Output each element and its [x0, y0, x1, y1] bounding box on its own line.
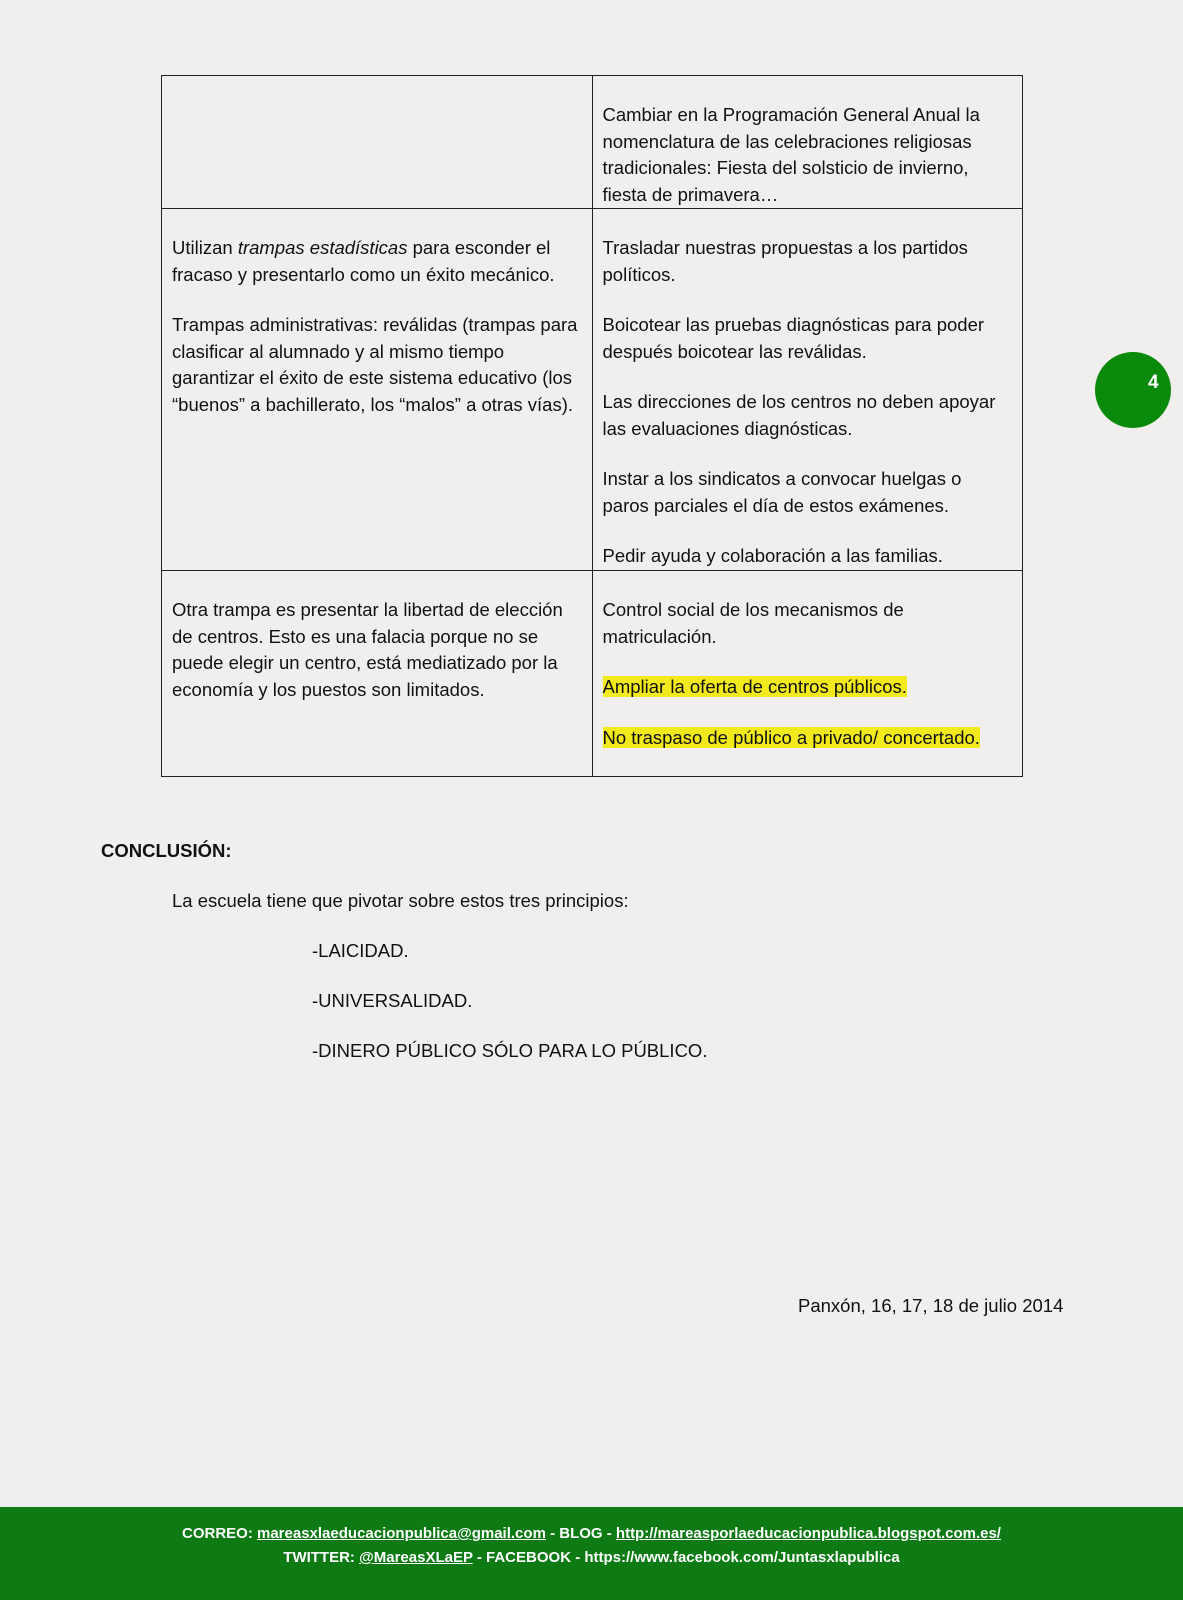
table-cell-left — [162, 76, 593, 209]
twitter-link[interactable]: @MareasXLaEP — [359, 1549, 473, 1566]
cell-text: Trasladar nuestras propuestas a los partidos políticos. — [602, 237, 968, 285]
cell-text-highlighted — [603, 725, 1013, 752]
cell-text: Otra trampa es presentar la libertad de elección de centros. Esto es una falacia porque no se puede elegir un centro, está mediatizado por la economía y los puestos son limitados. — [172, 599, 563, 700]
highlighted-text: No traspaso de público a privado/ concertado. — [602, 726, 980, 748]
facebook-label: - FACEBOOK - — [472, 1549, 585, 1566]
conclusion-title: CONCLUSIÓN: — [101, 840, 232, 861]
principle-item: -DINERO PÚBLICO SÓLO PARA LO PÚBLICO. — [312, 1040, 708, 1061]
blog-link[interactable]: http://mareasporlaeducacionpublica.blogspot.com.es/ — [615, 1525, 1001, 1542]
table-row — [162, 76, 1023, 209]
page-number: 4 — [1148, 372, 1159, 393]
email-link[interactable]: mareasxlaeducacionpublica@gmail.com — [257, 1525, 546, 1542]
principle-item: -UNIVERSALIDAD. — [312, 990, 473, 1011]
cell-text: Instar a los sindicatos a convocar huelgas o paros parciales el día de estos exámenes. — [602, 468, 962, 516]
principle-item: -LAICIDAD. — [312, 940, 409, 961]
conclusion-intro: La escuela tiene que pivotar sobre estos tres principios: — [172, 890, 629, 911]
highlighted-text: Ampliar la oferta de centros públicos. — [602, 676, 907, 697]
footer-line-social — [0, 1549, 1183, 1566]
cell-text: Boicotear las pruebas diagnósticas para poder después boicotear las reválidas. — [602, 314, 985, 362]
twitter-label: TWITTER: — [283, 1549, 360, 1566]
page-number-badge — [1095, 352, 1171, 428]
cell-text: Control social de los mecanismos de matriculación. — [602, 599, 904, 647]
table-cell-right — [592, 76, 1023, 209]
cell-text: Trampas administrativas: reválidas (trampas para clasificar al alumnado y al mismo tiempo garantizar el éxito de este sistema educativo (los “buenos” a bachillerato, los “malos” a otras vías). — [172, 314, 578, 415]
table-cell-left — [162, 209, 593, 571]
cell-text — [172, 235, 582, 288]
table-cell-left — [162, 571, 593, 777]
cell-text: Las direcciones de los centros no deben apoyar las evaluaciones diagnósticas. — [602, 391, 996, 439]
cell-text-part: para esconder el fracaso y presentarlo como un éxito mecánico. — [172, 237, 555, 285]
cell-text-part: Utilizan — [172, 237, 238, 258]
cell-text-highlighted — [603, 674, 1013, 701]
facebook-link[interactable]: https://www.facebook.com/Juntasxlapublica — [584, 1549, 900, 1566]
footer-line-contact — [0, 1525, 1183, 1542]
correo-label: CORREO: — [182, 1525, 257, 1542]
place-date: Panxón, 16, 17, 18 de julio 2014 — [798, 1295, 1064, 1316]
table-row — [162, 571, 1023, 777]
cell-text-italic: trampas estadísticas — [237, 237, 408, 258]
table-row — [162, 209, 1023, 571]
table-cell-right — [592, 571, 1023, 777]
blog-label: - BLOG - — [545, 1525, 616, 1542]
cell-text: Cambiar en la Programación General Anual la nomenclatura de las celebraciones religiosas tradicionales: Fiesta del solsticio de invierno, fiesta de primavera… — [602, 104, 980, 205]
footer — [0, 1507, 1183, 1600]
proposals-table — [161, 75, 1023, 777]
table-cell-right — [592, 209, 1023, 571]
cell-text: Pedir ayuda y colaboración a las familias. — [602, 545, 943, 566]
